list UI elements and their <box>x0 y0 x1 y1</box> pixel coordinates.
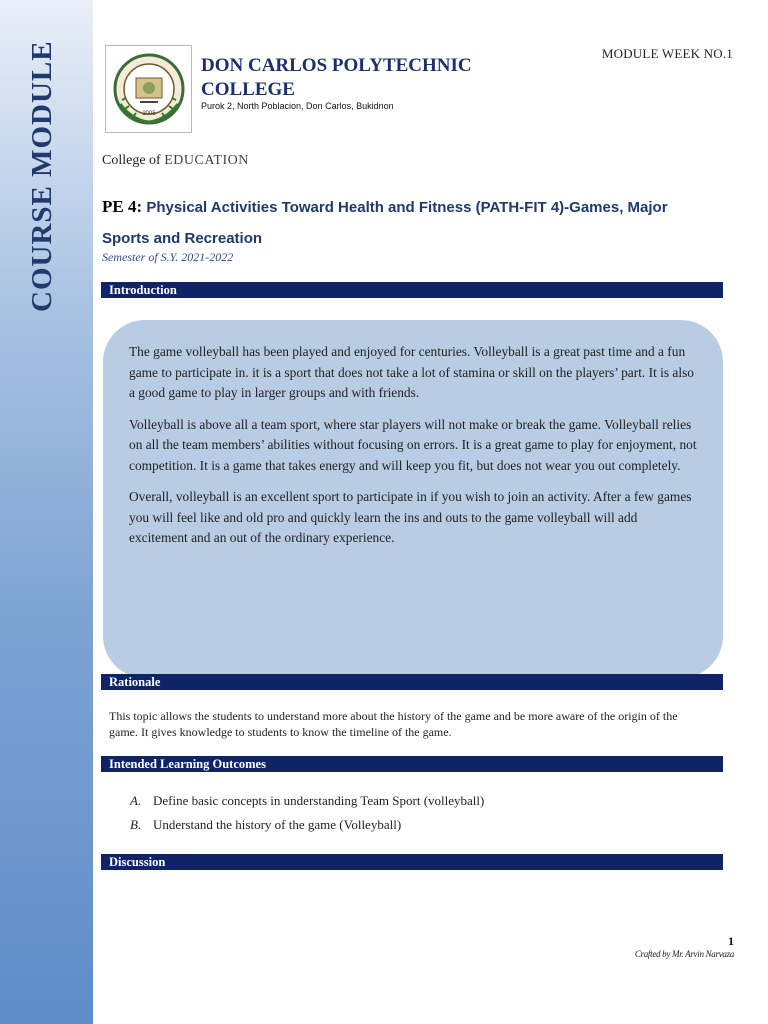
college-seal-icon <box>112 52 186 126</box>
sidebar-title: COURSE MODULE <box>26 40 58 312</box>
introduction-text <box>129 342 699 560</box>
section-introduction: Introduction <box>101 282 723 298</box>
intro-paragraph: Volleyball is above all a team sport, where star players will not make or break the game. Volleyball relies on all the team members’ abilities without focusing on errors. It is a great game to play for enjoyment, not competition. It is a game that takes energy and will keep you fit, but does not wear you out completely. <box>129 416 697 473</box>
course-title <box>102 187 722 250</box>
module-week: MODULE WEEK NO.1 <box>601 46 733 61</box>
course-title-line1 <box>102 187 722 228</box>
college-logo <box>105 45 192 133</box>
course-title-line2: Sports and Recreation <box>102 230 263 247</box>
outcome-text: Understand the history of the game (Volleyball) <box>153 817 402 832</box>
logo-year: 2005 <box>141 111 156 117</box>
rationale-text: This topic allows the students to understand more about the history of the game and be more aware of the origin of the game. It gives knowledge to students to know the timeline of the game. <box>109 709 678 739</box>
course-title-text1: Physical Activities Toward Health and Fitness (PATH-FIT 4)-Games, Major <box>146 199 668 216</box>
sidebar <box>0 0 93 1024</box>
crafted-by: Crafted by Mr. Arvin Narvaza <box>634 949 734 959</box>
semester: Semester of S.Y. 2021-2022 <box>102 250 234 264</box>
outcomes-list <box>130 789 484 837</box>
course-code: PE 4: <box>102 197 143 216</box>
college-name-line1: DON CARLOS POLYTECHNIC <box>201 55 472 76</box>
outcome-item <box>130 789 484 813</box>
outcome-item <box>130 813 484 837</box>
page-number: 1 <box>728 934 734 948</box>
section-outcomes: Intended Learning Outcomes <box>101 756 723 772</box>
outcome-text: Define basic concepts in understanding Team Sport (volleyball) <box>153 793 485 808</box>
outcome-letter: B. <box>130 817 142 832</box>
intro-paragraph: The game volleyball has been played and enjoyed for centuries. Volleyball is a great past time and a fun game to participate in. it is a sport that does not take a lot of stamina or skill on the players’ part. It is also a good game to play in larger groups and with friends. <box>129 344 694 400</box>
college-name <box>201 54 521 102</box>
college-dept: EDUCATION <box>164 153 249 168</box>
college-prefix: College of <box>102 153 165 168</box>
outcome-letter: A. <box>130 793 142 808</box>
college-department <box>102 153 249 169</box>
college-name-line2: COLLEGE <box>201 79 295 100</box>
section-discussion: Discussion <box>101 854 723 870</box>
section-rationale: Rationale <box>101 674 723 690</box>
intro-paragraph: Overall, volleyball is an excellent sport to participate in if you wish to join an activity. After a few games you will feel like and old pro and quickly learn the ins and outs to the game volleyball will add excitement and an out of the ordinary experience. <box>129 489 692 545</box>
college-address: Purok 2, North Poblacion, Don Carlos, Bukidnon <box>201 101 394 111</box>
